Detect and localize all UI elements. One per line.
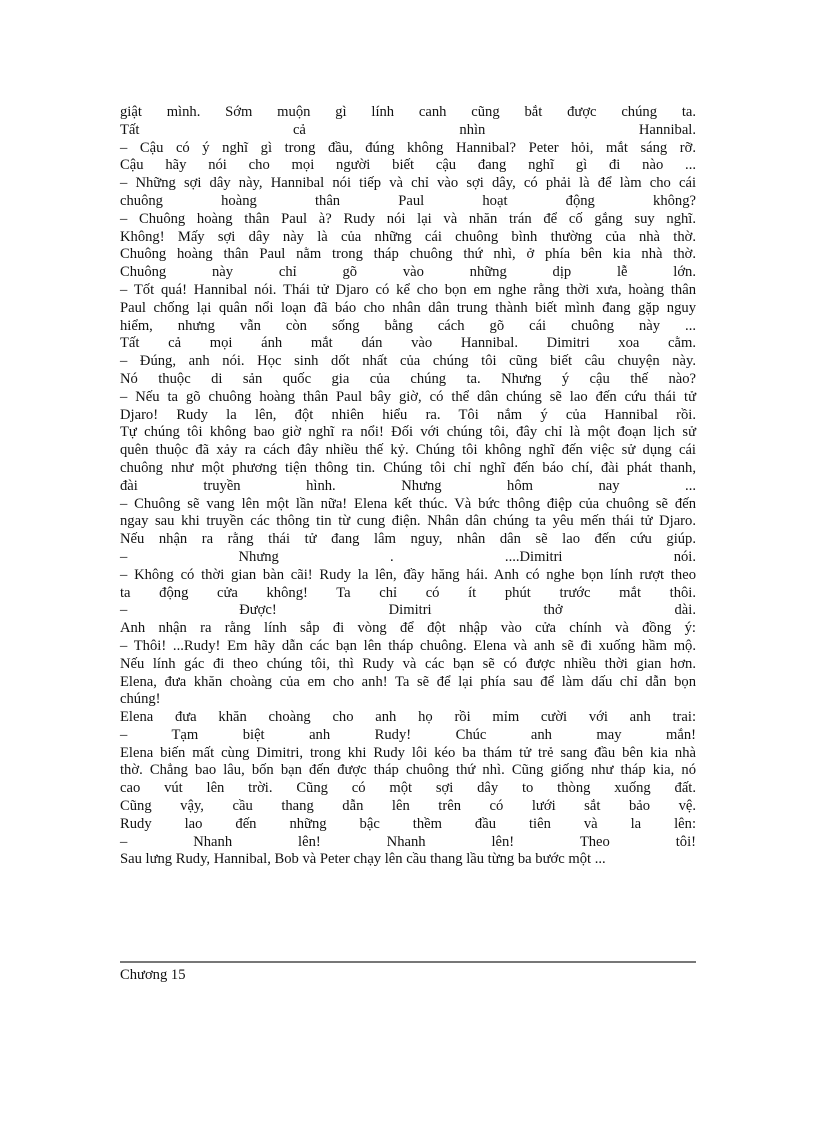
text-line: – Đúng, anh nói. Học sinh dốt nhất của chúng tôi cũng biết câu chuyện này.: [120, 353, 696, 370]
text-line: Elena, đưa khăn choàng của em cho anh! Ta sẽ để lại phía sau để làm dấu chỉ dẫn bọn: [120, 673, 696, 690]
text-line: – Chuông hoàng thân Paul à? Rudy nói lại và nhăn trán để cố gắng suy nghĩ.: [120, 210, 696, 227]
text-line: Nếu nhận ra rằng thái tử đang lâm nguy, nhân dân sẽ lao đến cứu giúp.: [120, 531, 696, 548]
text-line: Cậu hãy nói cho mọi người biết cậu đang nghĩ gì đi nào ...: [120, 157, 696, 174]
text-line: ngay sau khi truyền các thông tin từ cung điện. Nhân dân chúng ta yêu mến thái tử Djaro.: [120, 513, 696, 530]
text-line: chuông như một phương tiện thông tin. Chúng tôi chỉ nghĩ đến báo chí, đài phát thanh,: [120, 459, 696, 476]
text-line: – Được! Dimitri thở dài.: [120, 602, 696, 619]
text-line: quên thuộc đã xảy ra cách đây nhiều thế kỷ. Chúng tôi không nghĩ đến việc sử dụng cái: [120, 442, 696, 459]
text-line: – Nhanh lên! Nhanh lên! Theo tôi!: [120, 833, 696, 850]
document-body: [120, 104, 696, 869]
text-line: – Tạm biệt anh Rudy! Chúc anh may mắn!: [120, 726, 696, 743]
text-line: Rudy lao đến những bậc thềm đầu tiên và la lên:: [120, 815, 696, 832]
section-divider: [120, 961, 696, 963]
text-line: Không! Mấy sợi dây này là của những cái chuông bình thường của nhà thờ.: [120, 228, 696, 245]
text-line: Tự chúng tôi không bao giờ nghĩ ra nổi! Đối với chúng tôi, đây chỉ là một đoạn lịch sử: [120, 424, 696, 441]
text-line: – Tốt quá! Hannibal nói. Thái tử Djaro có kể cho bọn em nghe rằng thời xưa, hoàng thân: [120, 281, 696, 298]
text-line: Anh nhận ra rằng lính sắp đi vòng để đột nhập vào cửa chính và đồng ý:: [120, 620, 696, 637]
text-line: – Cậu có ý nghĩ gì trong đầu, đúng không Hannibal? Peter hỏi, mắt sáng rỡ.: [120, 139, 696, 156]
text-line: – Nếu ta gõ chuông hoàng thân Paul bây giờ, có thể dân chúng sẽ lao đến cứu thái tử: [120, 388, 696, 405]
text-line: Djaro! Rudy la lên, đột nhiên hiểu ra. Tôi nắm ý của Hannibal rồi.: [120, 406, 696, 423]
chapter-heading: Chương 15: [120, 967, 186, 983]
text-line: Elena biến mất cùng Dimitri, trong khi Rudy lôi kéo ba thám tử trẻ sang đầu bên kia nhà: [120, 744, 696, 761]
text-line: thờ. Chẳng bao lâu, bốn bạn đến được tháp chuông thứ nhì. Cũng giống như tháp kia, nó: [120, 762, 696, 779]
text-line: Tất cả nhìn Hannibal.: [120, 121, 696, 138]
text-line: Nếu lính gác đi theo chúng tôi, thì Rudy và các bạn sẽ có được nhiều thời gian hơn.: [120, 655, 696, 672]
text-line: chúng!: [120, 691, 161, 708]
text-line: – Thôi! ...Rudy! Em hãy dẫn các bạn lên tháp chuông. Elena và anh sẽ đi xuống hầm mộ.: [120, 637, 696, 654]
text-line: giật mình. Sớm muộn gì lính canh cũng bắt được chúng ta.: [120, 104, 696, 120]
text-line: – Chuông sẽ vang lên một lần nữa! Elena kết thúc. Và bức thông điệp của chuông sẽ đến: [120, 495, 696, 512]
text-line: chuông hoàng thân Paul hoạt động không?: [120, 192, 696, 209]
text-line: Sau lưng Rudy, Hannibal, Bob và Peter chạy lên cầu thang lầu từng ba bước một ...: [120, 851, 606, 868]
text-line: Chuông hoàng thân Paul nằm trong tháp chuông thứ nhì, ở phía bên kia nhà thờ.: [120, 246, 696, 263]
text-line: Tất cả mọi ánh mắt dán vào Hannibal. Dimitri xoa cằm.: [120, 335, 696, 352]
text-line: Cũng vậy, cầu thang dẫn lên trên có lưới sắt bảo vệ.: [120, 798, 696, 815]
text-line: đài truyền hình. Nhưng hôm nay ...: [120, 477, 696, 494]
text-line: Paul chống lại quân nổi loạn đã báo cho nhân dân trung thành biết mình đang gặp nguy: [120, 299, 696, 316]
text-line: – Nhưng . ....Dimitri nói.: [120, 548, 696, 565]
text-line: Nó thuộc di sản quốc gia của chúng ta. Nhưng ý cậu thế nào?: [120, 370, 696, 387]
text-line: Elena đưa khăn choàng cho anh họ rồi mỉm cười với anh trai:: [120, 709, 696, 726]
text-line: Chuông này chỉ gõ vào những dịp lễ lớn.: [120, 264, 696, 281]
text-line: cao vút lên trời. Cũng có một sợi dây to thòng xuống đất.: [120, 780, 696, 797]
text-line: hiểm, nhưng vẫn còn sống bằng cách gõ cái chuông này ...: [120, 317, 696, 334]
text-line: – Những sợi dây này, Hannibal nói tiếp và chỉ vào sợi dây, có phải là để làm cho cái: [120, 175, 696, 192]
text-line: – Không có thời gian bàn cãi! Rudy la lên, đầy hăng hái. Anh có nghe bọn lính rượt theo: [120, 566, 696, 583]
text-line: ta động cửa không! Ta chỉ có ít phút trước mắt thôi.: [120, 584, 696, 601]
